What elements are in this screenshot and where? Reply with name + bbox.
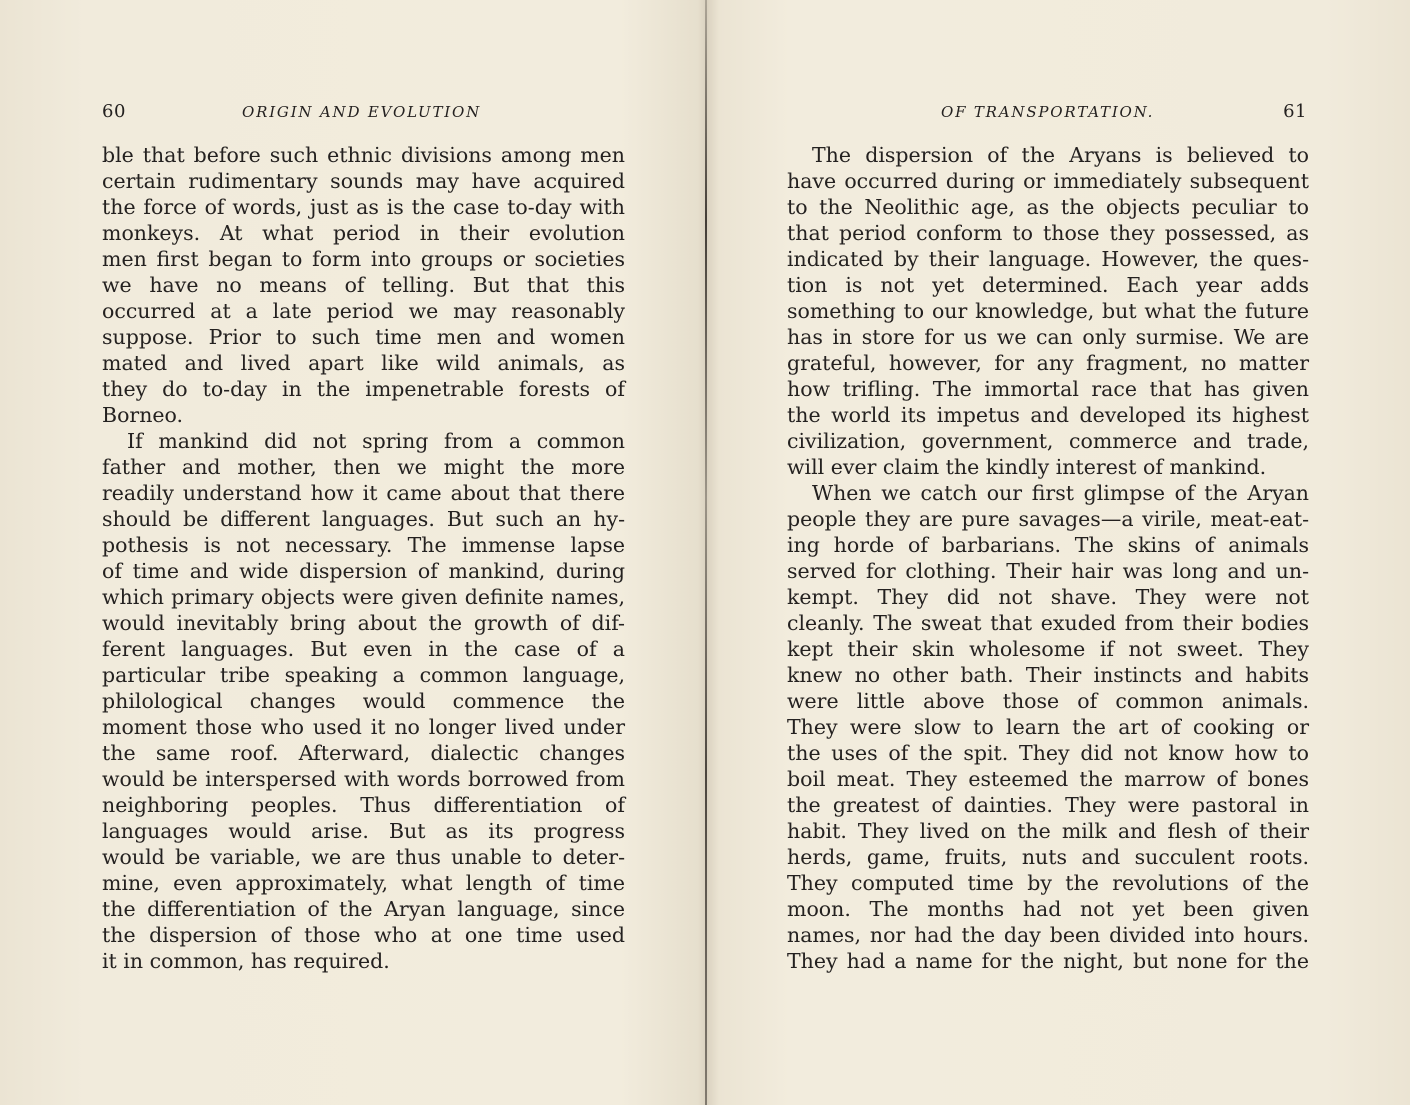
- right-page-text: [787, 142, 1309, 974]
- text-line: names, nor had the day been divided into hours.: [787, 923, 1309, 947]
- text-line: moon. The months had not yet been given: [787, 897, 1309, 921]
- text-line: knew no other bath. Their instincts and habits: [787, 663, 1309, 687]
- text-line: boil meat. They esteemed the marrow of bones: [787, 767, 1309, 791]
- left-running-head: [102, 98, 625, 126]
- text-line: it in common, has required.: [102, 949, 390, 973]
- text-line: Borneo.: [102, 403, 184, 427]
- text-line: herds, game, fruits, nuts and succulent roots.: [787, 845, 1309, 869]
- text-line: would be variable, we are thus unable to deter-: [102, 845, 625, 869]
- left-page-number: 60: [102, 101, 126, 122]
- text-line: were little above those of common animals.: [787, 689, 1309, 713]
- text-line: the differentiation of the Aryan language, since: [102, 897, 625, 921]
- right-page-number: 61: [1283, 101, 1307, 122]
- text-line: that period conform to those they possessed, as: [787, 221, 1309, 245]
- right-page: [707, 0, 1410, 1105]
- text-line: something to our knowledge, but what the future: [787, 299, 1309, 323]
- text-line: mated and lived apart like wild animals, as: [102, 351, 625, 375]
- text-line: suppose. Prior to such time men and women: [102, 325, 625, 349]
- text-line: moment those who used it no longer lived under: [102, 715, 625, 739]
- text-line: we have no means of telling. But that this: [102, 273, 625, 297]
- text-line: will ever claim the kindly interest of mankind.: [787, 455, 1267, 479]
- text-line: occurred at a late period we may reasonably: [102, 299, 625, 323]
- text-line: mine, even approximately, what length of time: [102, 871, 625, 895]
- text-line: should be different languages. But such an hy-: [102, 507, 625, 531]
- text-line: grateful, however, for any fragment, no matter: [787, 351, 1309, 375]
- text-line: certain rudimentary sounds may have acquired: [102, 169, 625, 193]
- text-line: philological changes would commence the: [102, 689, 625, 713]
- text-line: of time and wide dispersion of mankind, during: [102, 559, 625, 583]
- text-line: languages would arise. But as its progress: [102, 819, 625, 843]
- text-line: would inevitably bring about the growth of dif-: [102, 611, 625, 635]
- text-line: They computed time by the revolutions of the: [787, 871, 1309, 895]
- text-line: ble that before such ethnic divisions among men: [102, 143, 625, 167]
- text-line: men first began to form into groups or societies: [102, 247, 625, 271]
- left-page-text: [102, 142, 625, 974]
- text-line: how trifling. The immortal race that has given: [787, 377, 1309, 401]
- text-line: the uses of the spit. They did not know how to: [787, 741, 1309, 765]
- text-line: the force of words, just as is the case to-day with: [102, 195, 625, 219]
- text-line: tion is not yet determined. Each year adds: [787, 273, 1309, 297]
- text-line: would be interspersed with words borrowed from: [102, 767, 625, 791]
- text-line: habit. They lived on the milk and flesh of their: [787, 819, 1309, 843]
- text-line: the greatest of dainties. They were pastoral in: [787, 793, 1309, 817]
- text-line: The dispersion of the Aryans is believed to: [812, 143, 1309, 167]
- text-line: neighboring peoples. Thus differentiation of: [102, 793, 625, 817]
- text-line: readily understand how it came about that there: [102, 481, 625, 505]
- text-line: When we catch our first glimpse of the Aryan: [812, 481, 1309, 505]
- text-line: they do to-day in the impenetrable forests of: [102, 377, 625, 401]
- text-line: indicated by their language. However, the ques-: [787, 247, 1309, 271]
- text-line: the dispersion of those who at one time used: [102, 923, 625, 947]
- text-line: the world its impetus and developed its highest: [787, 403, 1309, 427]
- text-line: cleanly. The sweat that exuded from their bodies: [787, 611, 1309, 635]
- text-line: served for clothing. Their hair was long and un-: [787, 559, 1309, 583]
- text-line: the same roof. Afterward, dialectic changes: [102, 741, 625, 765]
- text-line: to the Neolithic age, as the objects peculiar to: [787, 195, 1309, 219]
- text-line: If mankind did not spring from a common: [127, 429, 625, 453]
- text-line: particular tribe speaking a common language,: [102, 663, 625, 687]
- text-line: monkeys. At what period in their evolution: [102, 221, 625, 245]
- text-line: civilization, government, commerce and trade,: [787, 429, 1309, 453]
- right-running-head: [787, 98, 1307, 126]
- text-line: They had a name for the night, but none for the: [787, 949, 1309, 973]
- text-line: They were slow to learn the art of cooking or: [787, 715, 1309, 739]
- text-line: which primary objects were given definite names,: [102, 585, 625, 609]
- text-line: has in store for us we can only surmise. We are: [787, 325, 1309, 349]
- left-running-title: ORIGIN AND EVOLUTION: [242, 103, 482, 121]
- text-line: kept their skin wholesome if not sweet. They: [787, 637, 1309, 661]
- text-line: ing horde of barbarians. The skins of animals: [787, 533, 1309, 557]
- text-line: father and mother, then we might the more: [102, 455, 625, 479]
- text-line: people they are pure savages—a virile, meat-eat-: [787, 507, 1309, 531]
- text-line: have occurred during or immediately subsequent: [787, 169, 1309, 193]
- right-running-title: OF TRANSPORTATION.: [941, 103, 1155, 121]
- text-line: pothesis is not necessary. The immense lapse: [102, 533, 625, 557]
- text-line: kempt. They did not shave. They were not: [787, 585, 1309, 609]
- text-line: ferent languages. But even in the case of a: [102, 637, 625, 661]
